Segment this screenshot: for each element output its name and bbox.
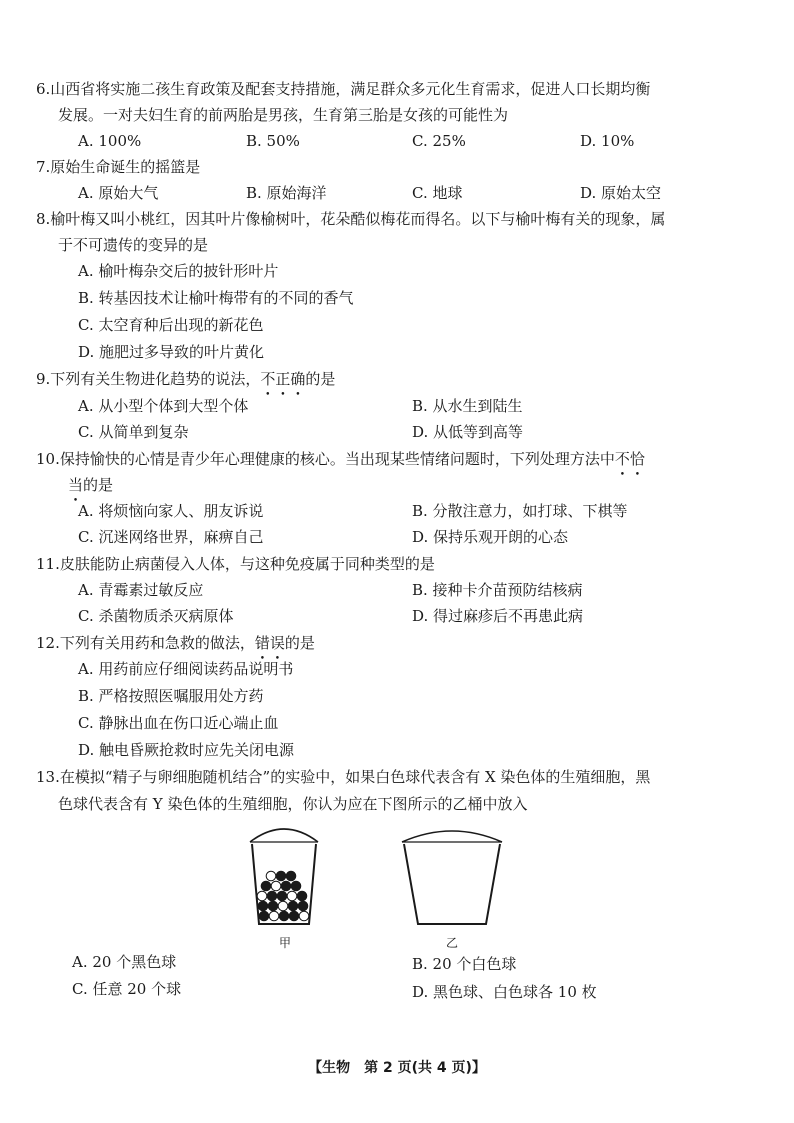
black-ball — [286, 871, 296, 881]
emphasis-char: 确 — [290, 370, 306, 388]
q13-stem-line-1: 13.在模拟“精子与卵细胞随机结合”的实验中，如果白色球代表含有 X 染色体的生殖细胞，黑 — [36, 768, 651, 786]
black-ball — [288, 901, 298, 911]
q12-option-d: D. 触电昏厥抢救时应先关闭电源 — [78, 741, 295, 759]
q12-stem-suffix: 的是 — [284, 634, 315, 652]
q10-stem-line-2 — [68, 475, 113, 495]
q10-option-b: B. 分散注意力，如打球、下棋等 — [412, 502, 628, 520]
q6-stem-line-2: 发展。一对夫妇生育的前两胎是男孩，生育第三胎是女孩的可能性为 — [58, 106, 509, 124]
q12-option-a: A. 用药前应仔细阅读药品说明书 — [78, 660, 294, 678]
black-ball — [258, 901, 268, 911]
black-ball — [291, 881, 301, 891]
q8-option-c: C. 太空育种后出现的新花色 — [78, 316, 264, 334]
bucket-jia-label: 甲 — [279, 936, 292, 950]
q10-option-d: D. 保持乐观开朗的心态 — [412, 528, 569, 546]
q10-stem-suffix: 的是 — [83, 476, 114, 494]
emphasis-char: 不 — [260, 370, 276, 388]
q13-option-c: C. 任意 20 个球 — [72, 980, 182, 998]
q12-stem — [36, 633, 315, 653]
ball-pile — [257, 871, 309, 921]
black-ball — [267, 891, 277, 901]
q10-stem-prefix: 10.保持愉快的心情是青少年心理健康的核心。当出现某些情绪问题时，下列处理方法中 — [36, 450, 615, 468]
q9-stem-suffix: 的是 — [305, 370, 336, 388]
q13-stem-line-2: 色球代表含有 Y 染色体的生殖细胞，你认为应在下图所示的乙桶中放入 — [58, 795, 528, 813]
black-ball — [276, 871, 286, 881]
bucket-jia-figure — [244, 828, 324, 932]
black-ball — [298, 901, 308, 911]
q6-option-a: A. 100% — [78, 132, 142, 150]
q7-option-a: A. 原始大气 — [78, 184, 159, 202]
q13-option-a: A. 20 个黑色球 — [72, 953, 177, 971]
emphasis-char: 不 — [614, 450, 630, 468]
q13-option-b: B. 20 个白色球 — [412, 955, 517, 973]
white-ball — [287, 891, 297, 901]
q12-option-b: B. 严格按照医嘱服用处方药 — [78, 687, 264, 705]
q6-option-d: D. 10% — [580, 132, 635, 150]
q7-stem: 7.原始生命诞生的摇篮是 — [36, 158, 201, 176]
q6-stem-line-1: 6.山西省将实施二孩生育政策及配套支持措施，满足群众多元化生育需求，促进人口长期均衡 — [36, 80, 651, 98]
white-ball — [278, 901, 288, 911]
q11-option-c: C. 杀菌物质杀灭病原体 — [78, 607, 234, 625]
q7-option-b: B. 原始海洋 — [246, 184, 327, 202]
q6-option-c: C. 25% — [412, 132, 466, 150]
white-ball — [271, 881, 281, 891]
q11-option-d: D. 得过麻疹后不再患此病 — [412, 607, 584, 625]
black-ball — [277, 891, 287, 901]
q11-option-b: B. 接种卡介苗预防结核病 — [412, 581, 583, 599]
bucket-yi-label: 乙 — [446, 936, 459, 950]
emphasis-char: 正 — [275, 370, 291, 388]
q10-option-c: C. 沉迷网络世界，麻痹自己 — [78, 528, 264, 546]
black-ball — [281, 881, 291, 891]
q9-stem-prefix: 9.下列有关生物进化趋势的说法， — [36, 370, 261, 388]
q12-option-c: C. 静脉出血在伤口近心端止血 — [78, 714, 279, 732]
black-ball — [297, 891, 307, 901]
emphasis-char: 当 — [68, 476, 84, 494]
q11-stem: 11.皮肤能防止病菌侵入人体，与这种免疫属于同种类型的是 — [36, 555, 435, 573]
black-ball — [259, 911, 269, 921]
q7-option-c: C. 地球 — [412, 184, 463, 202]
q8-stem-line-2: 于不可遗传的变异的是 — [58, 236, 209, 254]
q10-stem-line-1 — [36, 449, 645, 469]
white-ball — [299, 911, 309, 921]
q8-option-d: D. 施肥过多导致的叶片黄化 — [78, 343, 265, 361]
black-ball — [289, 911, 299, 921]
q9-stem — [36, 369, 335, 389]
q8-stem-line-1: 8.榆叶梅又叫小桃红，因其叶片像榆树叶，花朵酷似梅花而得名。以下与榆叶梅有关的现象，属 — [36, 210, 666, 228]
black-ball — [261, 881, 271, 891]
q6-option-b: B. 50% — [246, 132, 300, 150]
black-ball — [279, 911, 289, 921]
emphasis-char: 误 — [269, 634, 285, 652]
q10-option-a: A. 将烦恼向家人、朋友诉说 — [78, 502, 264, 520]
bucket-yi-figure — [396, 828, 508, 932]
q11-option-a: A. 青霉素过敏反应 — [78, 581, 204, 599]
white-ball — [257, 891, 267, 901]
white-ball — [266, 871, 276, 881]
q9-option-b: B. 从水生到陆生 — [412, 397, 523, 415]
white-ball — [269, 911, 279, 921]
emphasis-char: 错 — [254, 634, 270, 652]
q9-option-d: D. 从低等到高等 — [412, 423, 524, 441]
q8-option-a: A. 榆叶梅杂交后的披针形叶片 — [78, 262, 279, 280]
q9-option-c: C. 从简单到复杂 — [78, 423, 189, 441]
emphasis-char: 恰 — [629, 450, 645, 468]
q7-option-d: D. 原始太空 — [580, 184, 662, 202]
q12-stem-prefix: 12.下列有关用药和急救的做法， — [36, 634, 255, 652]
q8-option-b: B. 转基因技术让榆叶梅带有的不同的香气 — [78, 289, 354, 307]
q13-option-d: D. 黑色球、白色球各 10 枚 — [412, 983, 597, 1001]
black-ball — [268, 901, 278, 911]
q9-option-a: A. 从小型个体到大型个体 — [78, 397, 249, 415]
page-footer: 【生物 第 2 页(共 4 页)】 — [308, 1060, 486, 1076]
